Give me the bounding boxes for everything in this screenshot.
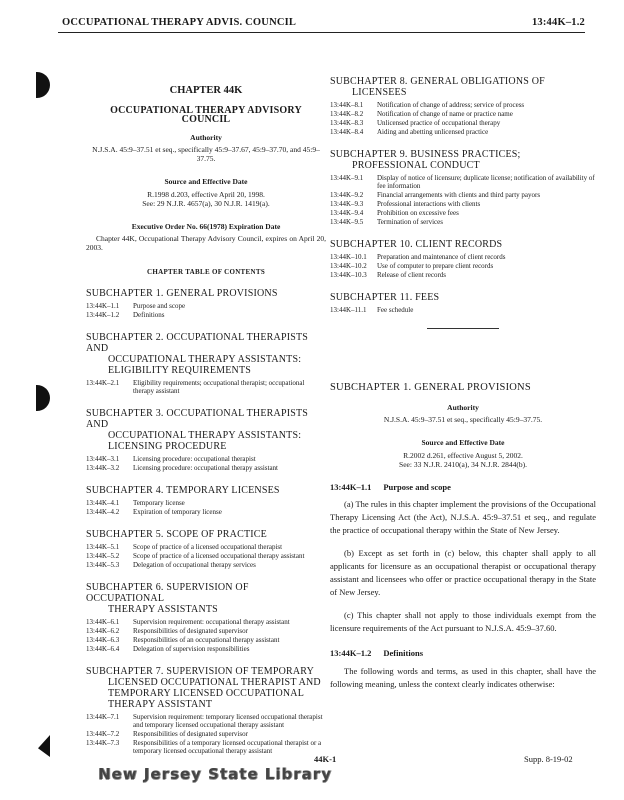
- toc-entry: [86, 561, 326, 569]
- toc-entry-title: Release of client records: [377, 271, 446, 279]
- sub1-authority-text: N.J.S.A. 45:9–37.51 et seq., specifically 45:9–37.75.: [383, 415, 543, 424]
- toc-entry-title: Display of notice of licensure; duplicate license; notification of availability of fee information: [377, 174, 595, 190]
- source-heading: Source and Effective Date: [164, 177, 248, 186]
- toc-entry: [86, 618, 326, 626]
- toc-entry-number: 13:44K–5.3: [86, 560, 120, 569]
- supplement-date: Supp. 8-19-02: [524, 754, 573, 764]
- toc-subchapter-heading: [86, 666, 326, 710]
- toc-entry-title: Preparation and maintenance of client records: [377, 253, 506, 261]
- divider-rule: [427, 328, 499, 329]
- toc-entry-title: Supervision requirement: temporary licensed occupational therapist and temporary licensed occupational therapy assistant: [133, 712, 323, 729]
- toc-entry-number: 13:44K–10.3: [330, 271, 367, 279]
- toc-right-list: [330, 76, 596, 314]
- toc-subchapter-title-line: SUBCHAPTER 10. CLIENT RECORDS: [330, 239, 503, 250]
- toc-entry-number: 13:44K–3.1: [86, 454, 120, 463]
- toc-entry: [330, 218, 596, 226]
- toc-entry-number: 13:44K–6.4: [86, 644, 120, 653]
- paragraph-c: (c) This chapter shall not apply to those individuals exempt from the licensure requirements of the Act pursuant to N.J.S.A. 45:9–37.60.: [330, 610, 596, 633]
- sub1-authority-heading: Authority: [447, 402, 479, 412]
- toc-entry-number: 13:44K–11.1: [330, 306, 367, 314]
- toc-subchapter-heading: [86, 582, 326, 615]
- toc-subchapter-title-line: OCCUPATIONAL THERAPY ASSISTANTS:: [108, 429, 302, 441]
- sub1-source-cite: See: 33 N.J.R. 2410(a), 34 N.J.R. 2844(b).: [399, 459, 527, 469]
- section-title: Purpose and scope: [383, 481, 451, 492]
- subchapter-1-title: SUBCHAPTER 1. GENERAL PROVISIONS: [330, 382, 531, 393]
- toc-left-list: [86, 288, 326, 755]
- toc-subchapter-title-line: SUBCHAPTER 6. SUPERVISION OF OCCUPATIONAL: [86, 581, 249, 604]
- toc-entry: [330, 271, 596, 279]
- toc-subchapter-title-line: SUBCHAPTER 4. TEMPORARY LICENSES: [86, 484, 280, 496]
- toc-entry-number: 13:44K–7.3: [86, 738, 120, 747]
- chapter-number: CHAPTER 44K: [169, 85, 243, 96]
- toc-entry-number: 13:44K–4.2: [86, 507, 120, 516]
- toc-subchapter-title-line: SUBCHAPTER 5. SCOPE OF PRACTICE: [86, 528, 267, 540]
- source-text-cite: See: 29 N.J.R. 4657(a), 30 N.J.R. 1419(a).: [142, 198, 270, 208]
- toc-subchapter-heading: [86, 288, 326, 299]
- toc-entry: [86, 730, 326, 738]
- toc-entry-number: 13:44K–9.5: [330, 218, 364, 226]
- paragraph-definitions-intro: The following words and terms, as used in this chapter, shall have the following meaning, unless the context clearly indicates otherwise:: [330, 665, 596, 689]
- toc-subchapter-heading: [330, 239, 596, 250]
- toc-entry-number: 13:44K–1.1: [86, 301, 120, 310]
- toc-entry-title: Financial arrangements with clients and third party payors: [377, 191, 541, 199]
- section-heading-1-2: [330, 649, 596, 659]
- section-heading-1-1: [330, 483, 596, 493]
- binder-hole-mark: [36, 385, 50, 411]
- toc-entry: [330, 209, 596, 217]
- toc-entry: [330, 191, 596, 199]
- toc-entry-number: 13:44K–7.2: [86, 729, 120, 738]
- toc-entry-title: Temporary license: [133, 498, 185, 507]
- toc-entry-title: Aiding and abetting unlicensed practice: [377, 128, 489, 136]
- toc-entry-title: Delegation of occupational therapy services: [133, 560, 256, 569]
- toc-entry: [86, 455, 326, 463]
- toc-entry-title: Expiration of temporary license: [133, 507, 222, 516]
- toc-entry: [86, 302, 326, 310]
- toc-entry: [86, 552, 326, 560]
- source-text: R.1998 d.203, effective April 20, 1998.: [147, 189, 265, 199]
- toc-entry-title: Supervision requirement: occupational therapy assistant: [133, 617, 290, 626]
- toc-subchapter-title-line: SUBCHAPTER 3. OCCUPATIONAL THERAPISTS AND: [86, 407, 309, 430]
- toc-entry-title: Notification of change of address; service of process: [377, 101, 525, 109]
- toc-entry: [86, 713, 326, 729]
- toc-subchapter-title-line: SUBCHAPTER 11. FEES: [330, 292, 440, 303]
- toc-subchapter-title-line: SUBCHAPTER 1. GENERAL PROVISIONS: [86, 287, 278, 299]
- toc-entry-title: Delegation of supervision responsibilities: [133, 644, 250, 653]
- toc-entry-number: 13:44K–10.1: [330, 253, 367, 261]
- binder-hole-mark: [36, 72, 50, 98]
- toc-entry-title: Fee schedule: [377, 306, 414, 314]
- authority-text: N.J.S.A. 45:9–37.51 et seq., specifically 45:9–37.67, 45:9–37.70, and 45:9–37.75.: [92, 145, 320, 163]
- running-header: [58, 14, 585, 33]
- toc-entry-number: 13:44K–9.1: [330, 174, 364, 182]
- toc-subchapter-heading: [86, 332, 326, 376]
- toc-subchapter-heading: [86, 485, 326, 496]
- toc-entry-title: Responsibilities of a temporary licensed occupational therapist or a temporary licensed occupational therapy assistant: [133, 738, 322, 755]
- toc-entry-title: Responsibilities of designated supervisor: [133, 729, 248, 738]
- toc-subchapter-title-line: LICENSED OCCUPATIONAL THERAPIST AND: [108, 676, 321, 688]
- toc-subchapter-heading: [330, 149, 596, 171]
- section-number: 13:44K–1.2: [330, 648, 372, 658]
- toc-entry-number: 13:44K–8.3: [330, 119, 364, 127]
- toc-subchapter-title-line: ELIGIBILITY REQUIREMENTS: [108, 364, 252, 376]
- toc-entry-title: Responsibilities of designated supervisor: [133, 626, 248, 635]
- toc-entry: [86, 508, 326, 516]
- toc-entry: [330, 253, 596, 261]
- toc-entry-title: Notification of change of name or practice name: [377, 110, 513, 118]
- toc-entry-title: Scope of practice of a licensed occupational therapy assistant: [133, 551, 305, 560]
- toc-entry: [330, 262, 596, 270]
- toc-entry-number: 13:44K–6.1: [86, 617, 120, 626]
- toc-entry-title: Definitions: [133, 310, 165, 319]
- toc-entry-title: Responsibilities of an occupational therapy assistant: [133, 635, 280, 644]
- toc-subchapter-title-line: SUBCHAPTER 2. OCCUPATIONAL THERAPISTS AND: [86, 331, 309, 354]
- toc-entry-title: Purpose and scope: [133, 301, 186, 310]
- page-number: 44K-1: [314, 754, 337, 764]
- toc-subchapter-title-line: OCCUPATIONAL THERAPY ASSISTANTS:: [108, 353, 302, 365]
- exec-order-heading: Executive Order No. 66(1978) Expiration Date: [131, 221, 281, 231]
- toc-entry: [330, 200, 596, 208]
- toc-subchapter-heading: [86, 529, 326, 540]
- toc-entry-number: 13:44K–6.3: [86, 635, 120, 644]
- toc-entry: [86, 543, 326, 551]
- header-title: OCCUPATIONAL THERAPY ADVIS. COUNCIL: [62, 17, 297, 28]
- toc-entry-number: 13:44K–1.2: [86, 310, 120, 319]
- toc-entry: [330, 101, 596, 109]
- toc-entry-title: Licensing procedure: occupational therapist: [133, 454, 256, 463]
- binder-arrow-mark: [38, 735, 50, 757]
- toc-subchapter-title-line: THERAPY ASSISTANTS: [108, 603, 218, 615]
- header-section: 13:44K–1.2: [531, 17, 585, 28]
- toc-heading: CHAPTER TABLE OF CONTENTS: [146, 268, 266, 276]
- chapter-title: OCCUPATIONAL THERAPY ADVISORY COUNCIL: [110, 104, 302, 125]
- toc-entry-number: 13:44K–9.4: [330, 209, 364, 217]
- toc-entry-number: 13:44K–8.2: [330, 110, 364, 118]
- toc-entry-title: Licensing procedure: occupational therapy assistant: [133, 463, 279, 472]
- toc-subchapter-heading: [330, 76, 596, 98]
- section-title: Definitions: [383, 648, 423, 658]
- authority-heading: Authority: [190, 132, 222, 142]
- toc-entry: [86, 645, 326, 653]
- toc-entry-number: 13:44K–3.2: [86, 463, 120, 472]
- toc-subchapter-title-line: LICENSING PROCEDURE: [108, 440, 227, 452]
- toc-entry-title: Professional interactions with clients: [377, 200, 481, 208]
- toc-entry: [86, 311, 326, 319]
- toc-entry-number: 13:44K–9.2: [330, 191, 364, 199]
- paragraph-b: (b) Except as set forth in (c) below, this chapter shall apply to all applicants for licensure as an occupational therapist or occupational therapy assistant and licensees who offer or practice occupational therapy in the State of New Jersey.: [330, 548, 596, 597]
- sub1-source-heading: Source and Effective Date: [421, 438, 505, 447]
- toc-subchapter-title-line: SUBCHAPTER 8. GENERAL OBLIGATIONS OF: [330, 76, 545, 87]
- toc-subchapter-heading: [86, 408, 326, 452]
- right-column: [330, 76, 596, 691]
- toc-entry: [86, 627, 326, 635]
- toc-entry-title: Scope of practice of a licensed occupational therapist: [133, 542, 283, 551]
- toc-entry-number: 13:44K–9.3: [330, 200, 364, 208]
- toc-subchapter-title-line: SUBCHAPTER 9. BUSINESS PRACTICES;: [330, 149, 521, 160]
- toc-entry-number: 13:44K–5.2: [86, 551, 120, 560]
- toc-entry: [86, 739, 326, 755]
- toc-entry-number: 13:44K–7.1: [86, 712, 120, 721]
- toc-subchapter-title-line: SUBCHAPTER 7. SUPERVISION OF TEMPORARY: [86, 665, 315, 677]
- toc-subchapter-heading: [330, 292, 596, 303]
- paragraph-a: (a) The rules in this chapter implement the provisions of the Occupational Therapy Licensing Act (the Act), N.J.S.A. 45:9–37.51 et seq., and regulate the practice of occupational therapy within the State of New Jersey.: [330, 499, 596, 535]
- toc-entry-number: 13:44K–5.1: [86, 542, 120, 551]
- toc-entry: [330, 110, 596, 118]
- toc-entry-number: 13:44K–10.2: [330, 262, 367, 270]
- toc-entry-title: Use of computer to prepare client records: [377, 262, 494, 270]
- toc-entry: [330, 119, 596, 127]
- library-stamp: New Jersey State Library: [98, 765, 332, 783]
- toc-entry: [86, 464, 326, 472]
- toc-entry-title: Unlicensed practice of occupational therapy: [377, 119, 501, 127]
- toc-entry-title: Eligibility requirements; occupational therapist; occupational therapy assistant: [133, 378, 305, 395]
- toc-subchapter-title-line: PROFESSIONAL CONDUCT: [352, 160, 480, 171]
- exec-order-text: Chapter 44K, Occupational Therapy Advisory Council, expires on April 20, 2003.: [86, 234, 326, 252]
- left-column: [86, 82, 326, 755]
- toc-subchapter-title-line: TEMPORARY LICENSED OCCUPATIONAL THERAPY ASSISTANT: [108, 687, 304, 710]
- toc-entry-number: 13:44K–8.4: [330, 128, 364, 136]
- toc-entry: [86, 499, 326, 507]
- toc-entry-number: 13:44K–4.1: [86, 498, 120, 507]
- toc-entry-number: 13:44K–6.2: [86, 626, 120, 635]
- toc-entry-number: 13:44K–2.1: [86, 378, 120, 387]
- sub1-source-text: R.2002 d.261, effective August 5, 2002.: [403, 450, 523, 460]
- toc-entry: [330, 128, 596, 136]
- toc-entry-number: 13:44K–8.1: [330, 101, 364, 109]
- toc-entry-title: Termination of services: [377, 218, 443, 226]
- toc-entry: [330, 174, 596, 190]
- toc-entry: [330, 306, 596, 314]
- section-number: 13:44K–1.1: [330, 481, 372, 492]
- toc-entry: [86, 379, 326, 395]
- toc-entry: [86, 636, 326, 644]
- toc-subchapter-title-line: LICENSEES: [352, 87, 407, 98]
- toc-entry-title: Prohibition on excessive fees: [377, 209, 459, 217]
